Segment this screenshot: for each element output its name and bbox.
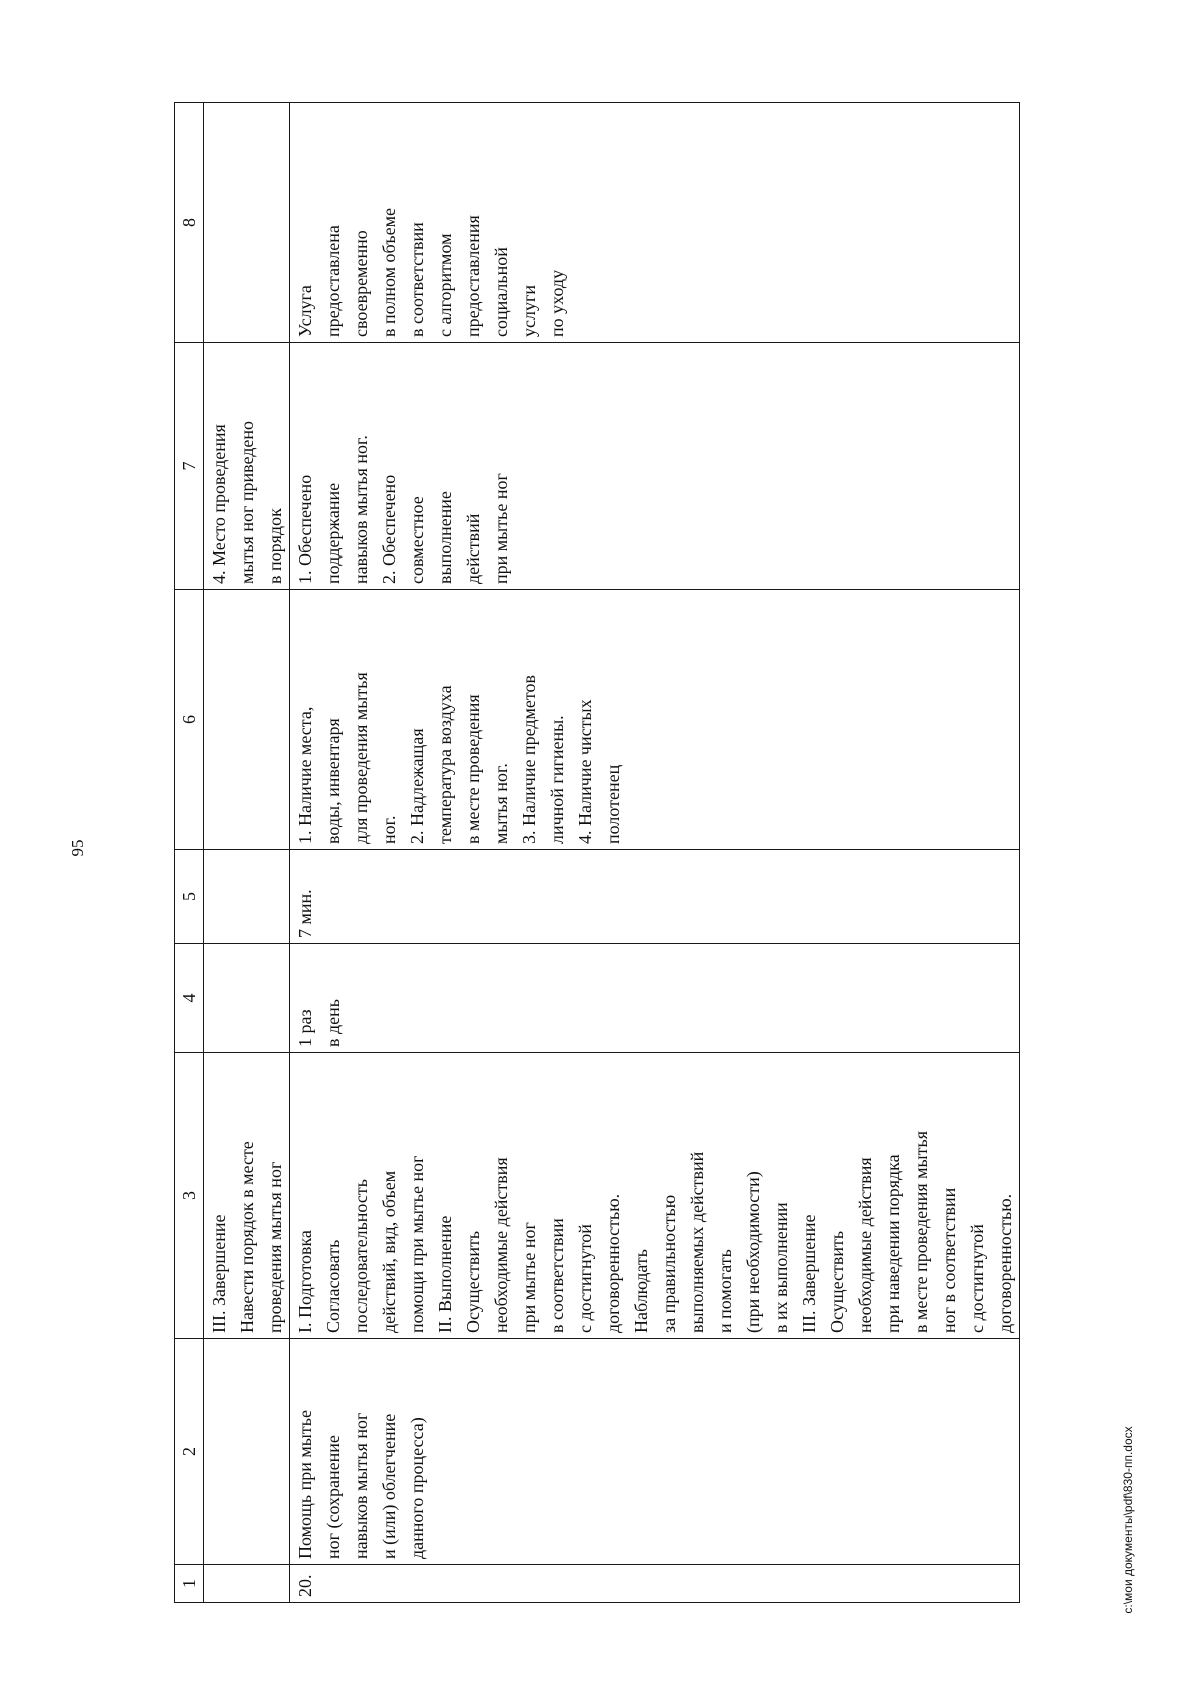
cont-cell-service-name [204,1339,290,1565]
row-20-procedure: I. Подготовка Согласовать последовательность действий, вид, объем помощи при мытье ног II. Выполнение Осуществить необходимые действия при мытье ног в соответствии с достигнутой договоренностью. Наблюдать за правильностью выполняемых действий и помогать (при необходимости) в их выполнении III. Завершение Осуществить необходимые действия при наведении порядка в месте проведения мытья ног в соответствии с достигнутой договоренностью. [290,1053,1020,1339]
cont-cell-frequency [204,944,290,1053]
column-number-row [175,103,204,1603]
table-row-continuation [204,103,290,1603]
cont-cell-conditions [204,590,290,850]
column-number-6: 6 [175,590,204,850]
row-20-service-name: Помощь при мытье ног (сохранение навыков мытья ног и (или) облегчение данного процесса) [290,1339,1020,1565]
footer-file-path: c:\мои документы\pdf\830-пп.docx [1121,1426,1135,1614]
column-number-7: 7 [175,343,204,590]
cont-cell-duration [204,850,290,944]
table-row-20 [290,103,1020,1603]
column-number-5: 5 [175,850,204,944]
column-number-8: 8 [175,103,204,343]
column-number-1: 1 [175,1565,204,1603]
page-number: 95 [68,839,87,857]
column-number-4: 4 [175,944,204,1053]
services-table-frame [174,103,1015,1603]
cont-cell-procedure: III. Завершение Навести порядок в месте проведения мытья ног [204,1053,290,1339]
row-20-number: 20. [290,1565,1020,1603]
row-20-result: 1. Обеспечено поддержание навыков мытья ног. 2. Обеспечено совместное выполнение действий при мытье ног [290,343,1020,590]
row-20-duration: 7 мин. [290,850,1020,944]
column-number-3: 3 [175,1053,204,1339]
cont-cell-number [204,1565,290,1603]
row-20-frequency: 1 раз в день [290,944,1020,1053]
services-table [174,102,1020,1603]
cont-cell-result: 4. Место проведения мытья ног приведено в порядок [204,343,290,590]
row-20-quality: Услуга предоставлена своевременно в полном объеме в соответствии с алгоритмом предоставления социальной услуги по уходу [290,103,1020,343]
column-number-2: 2 [175,1339,204,1565]
cont-cell-quality [204,103,290,343]
row-20-conditions: 1. Наличие места, воды, инвентаря для проведения мытья ног. 2. Надлежащая температура воздуха в месте проведения мытья ног. 3. Наличие предметов личной гигиены. 4. Наличие чистых полотенец [290,590,1020,850]
